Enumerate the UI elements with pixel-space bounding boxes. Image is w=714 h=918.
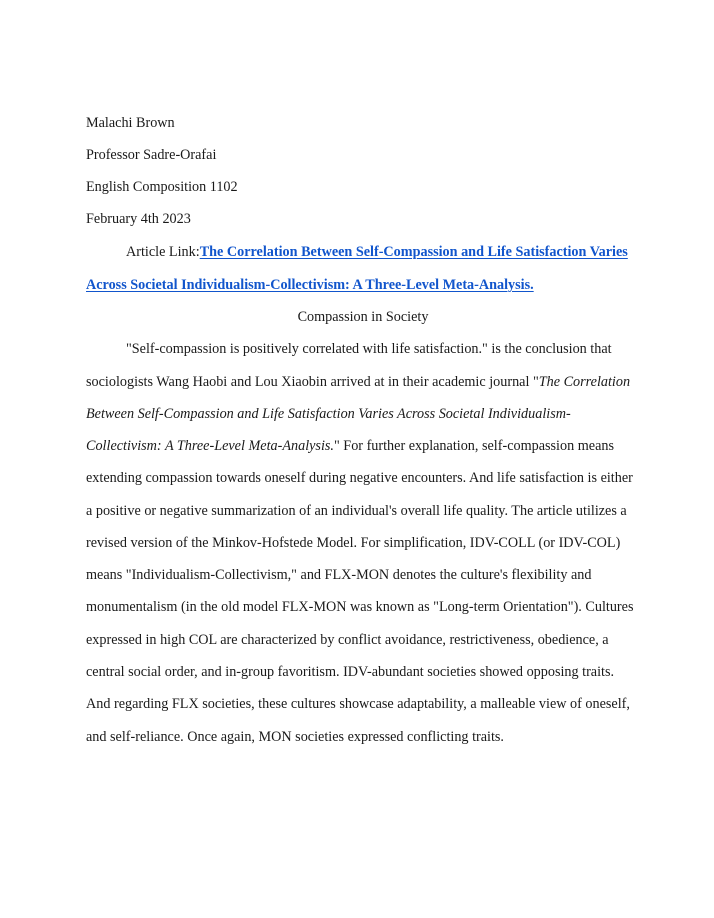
body-text: " For further explanation, self-compassion means [333,438,614,454]
essay-title: Compassion in Society [297,309,429,325]
author-name: Malachi Brown [86,115,175,131]
professor-name: Professor Sadre-Orafai [86,147,217,163]
body-line [86,437,614,455]
body-italic-text: The Correlation [538,374,631,390]
body-line: And regarding FLX societies, these cultures showcase adaptability, a malleable view of oneself, [86,696,630,712]
body-text: sociologists Wang Haobi and Lou Xiaobin arrived at in their academic journal " [86,374,539,390]
body-line: expressed in high COL are characterized by conflict avoidance, restrictiveness, obedience, a [86,632,609,648]
body-line [86,405,571,423]
article-link[interactable]: The Correlation Between Self-Compassion and Life Satisfaction Varies [199,244,628,260]
body-line: means "Individualism-Collectivism," and FLX-MON denotes the culture's flexibility and [86,567,592,583]
body-line: a positive or negative summarization of an individual's overall life quality. The article utilizes a [86,503,627,519]
article-link-line [126,243,628,261]
body-line: "Self-compassion is positively correlated with life satisfaction." is the conclusion that [126,341,612,357]
body-italic-text: Collectivism: A Three-Level Meta-Analysis. [86,438,334,454]
body-line: extending compassion towards oneself during negative encounters. And life satisfaction is either [86,470,633,486]
body-line: revised version of the Minkov-Hofstede Model. For simplification, IDV-COLL (or IDV-COL) [86,535,621,551]
body-line: and self-reliance. Once again, MON societies expressed conflicting traits. [86,729,504,745]
body-italic-text: Between Self-Compassion and Life Satisfaction Varies Across Societal Individualism- [86,406,571,422]
body-line: monumentalism (in the old model FLX-MON was known as "Long-term Orientation"). Cultures [86,599,634,615]
article-link-label: Article Link: [126,244,200,260]
article-link-line-2 [86,276,534,294]
date: February 4th 2023 [86,211,191,227]
body-line [86,373,630,391]
article-link-continued[interactable]: Across Societal Individualism-Collectivism: A Three-Level Meta-Analysis. [86,277,534,293]
course-name: English Composition 1102 [86,179,238,195]
body-line: central social order, and in-group favoritism. IDV-abundant societies showed opposing traits. [86,664,615,680]
